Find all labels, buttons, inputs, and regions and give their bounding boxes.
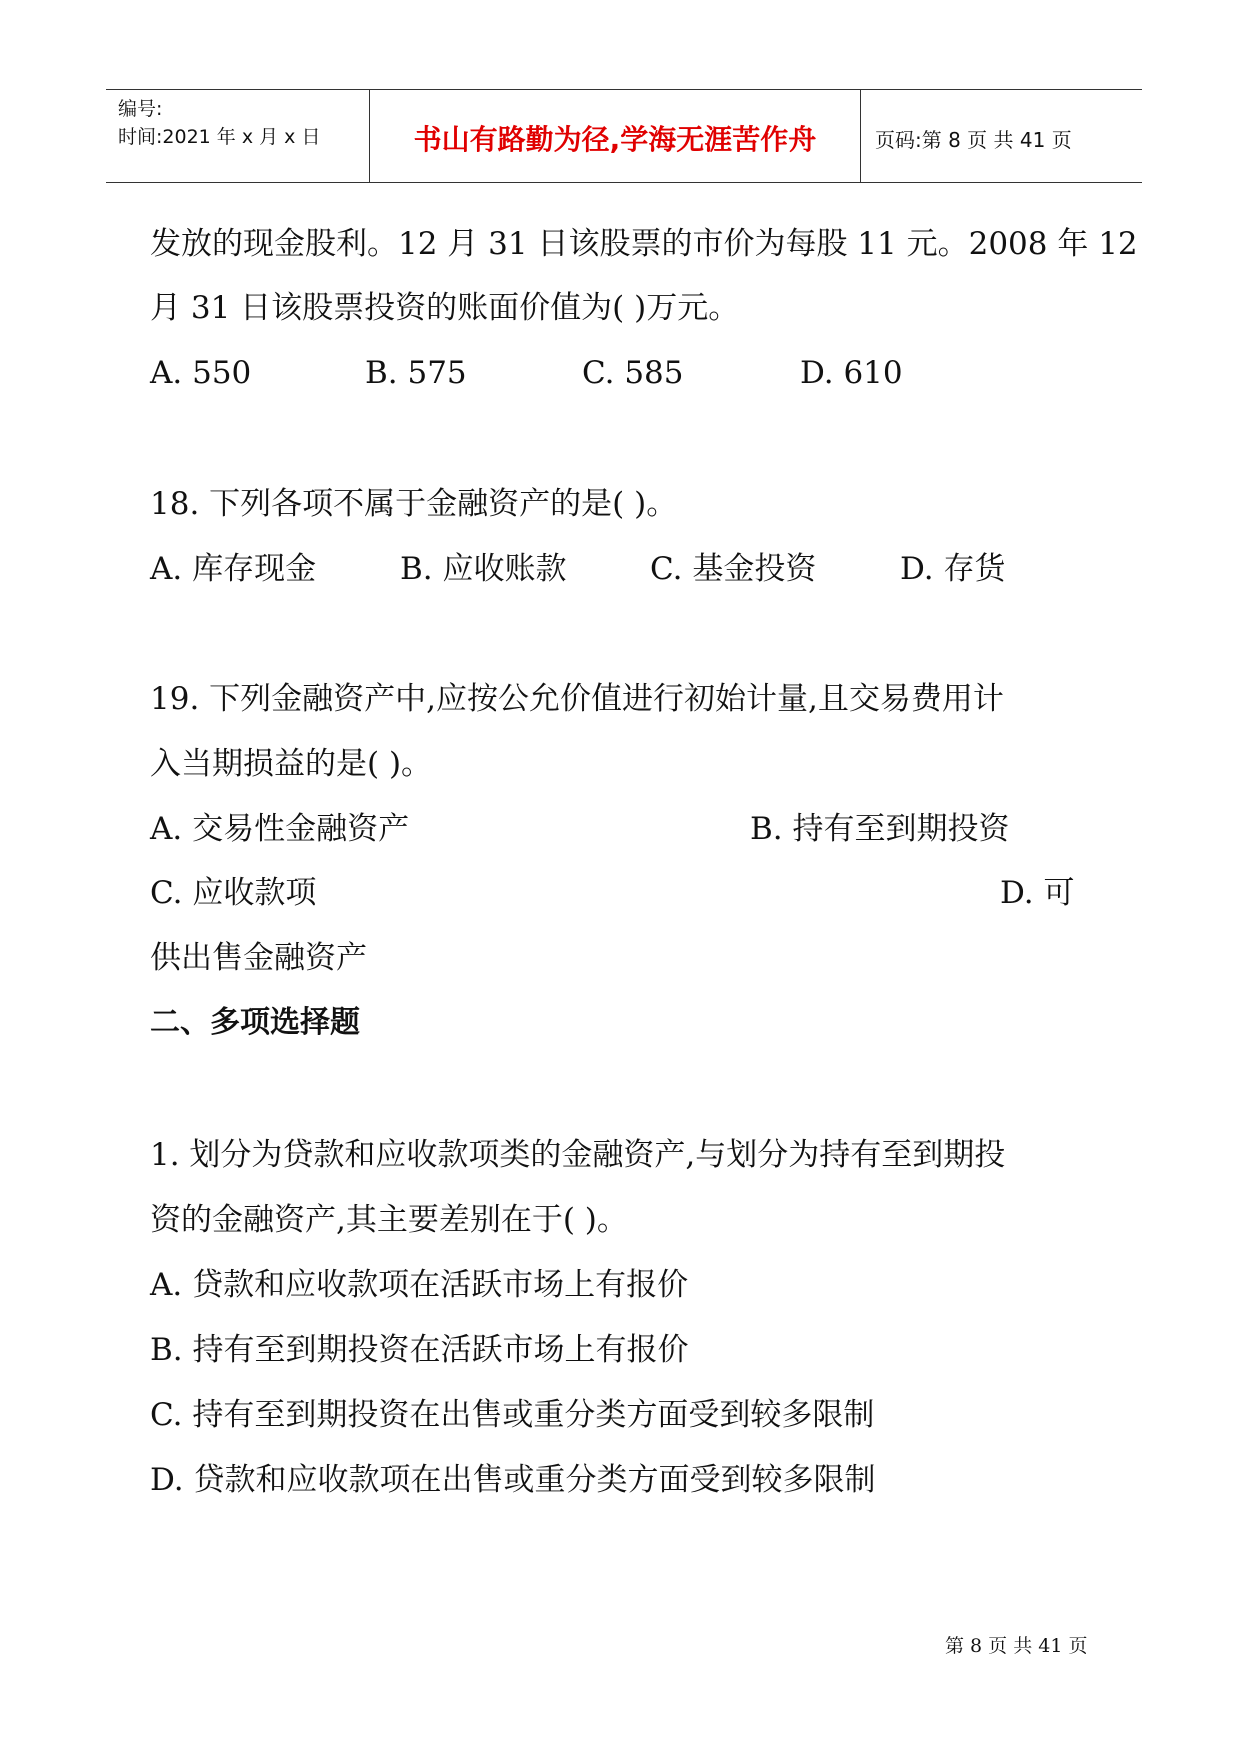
q19-option-d-continuation: 供出售金融资产 bbox=[150, 940, 367, 976]
q17-option-d: D. 610 bbox=[800, 355, 903, 391]
mq1-option-c: C. 持有至到期投资在出售或重分类方面受到较多限制 bbox=[150, 1397, 875, 1433]
document-number-label: 编号: bbox=[118, 98, 163, 120]
page-footer: 第 8 页 共 41 页 bbox=[945, 1635, 1088, 1657]
header-page-cell bbox=[861, 90, 1142, 182]
q19-text-line-2: 入当期损益的是( )。 bbox=[150, 746, 433, 782]
q18-option-c: C. 基金投资 bbox=[650, 551, 817, 587]
header-info-cell bbox=[106, 90, 368, 182]
q18-option-a: A. 库存现金 bbox=[150, 551, 317, 587]
q19-text-line-1: 19. 下列金融资产中,应按公允价值进行初始计量,且交易费用计 bbox=[150, 681, 1004, 717]
document-time-label: 时间:2021 年 x 月 x 日 bbox=[118, 126, 321, 148]
q17-text-line-1: 发放的现金股利。12 月 31 日该股票的市价为每股 11 元。2008 年 12 bbox=[150, 226, 1138, 262]
q17-option-a: A. 550 bbox=[150, 355, 252, 391]
section-heading-multiple-choice: 二、多项选择题 bbox=[150, 1005, 360, 1040]
q19-option-a: A. 交易性金融资产 bbox=[150, 811, 410, 847]
q19-option-d-start: D. 可 bbox=[1000, 875, 1075, 911]
motto-text: 书山有路勤为径,学海无涯苦作舟 bbox=[413, 123, 817, 156]
q19-option-c: C. 应收款项 bbox=[150, 875, 317, 911]
q18-option-b: B. 应收账款 bbox=[400, 551, 567, 587]
mq1-option-a: A. 贷款和应收款项在活跃市场上有报价 bbox=[150, 1267, 689, 1303]
q19-option-b: B. 持有至到期投资 bbox=[750, 811, 1010, 847]
q18-option-d: D. 存货 bbox=[900, 551, 1006, 587]
q18-stem: 18. 下列各项不属于金融资产的是( )。 bbox=[150, 486, 678, 522]
mq1-option-b: B. 持有至到期投资在活跃市场上有报价 bbox=[150, 1332, 689, 1368]
mq1-option-d: D. 贷款和应收款项在出售或重分类方面受到较多限制 bbox=[150, 1462, 876, 1498]
header-motto-cell bbox=[369, 90, 861, 182]
header-page-code: 页码:第 8 页 共 41 页 bbox=[875, 128, 1072, 152]
q17-text-line-2: 月 31 日该股票投资的账面价值为( )万元。 bbox=[150, 290, 740, 326]
page-header bbox=[106, 89, 1142, 183]
q17-option-b: B. 575 bbox=[365, 355, 467, 391]
mq1-text-line-1: 1. 划分为贷款和应收款项类的金融资产,与划分为持有至到期投 bbox=[150, 1137, 1006, 1173]
mq1-text-line-2: 资的金融资产,其主要差别在于( )。 bbox=[150, 1202, 628, 1238]
q17-option-c: C. 585 bbox=[582, 355, 684, 391]
